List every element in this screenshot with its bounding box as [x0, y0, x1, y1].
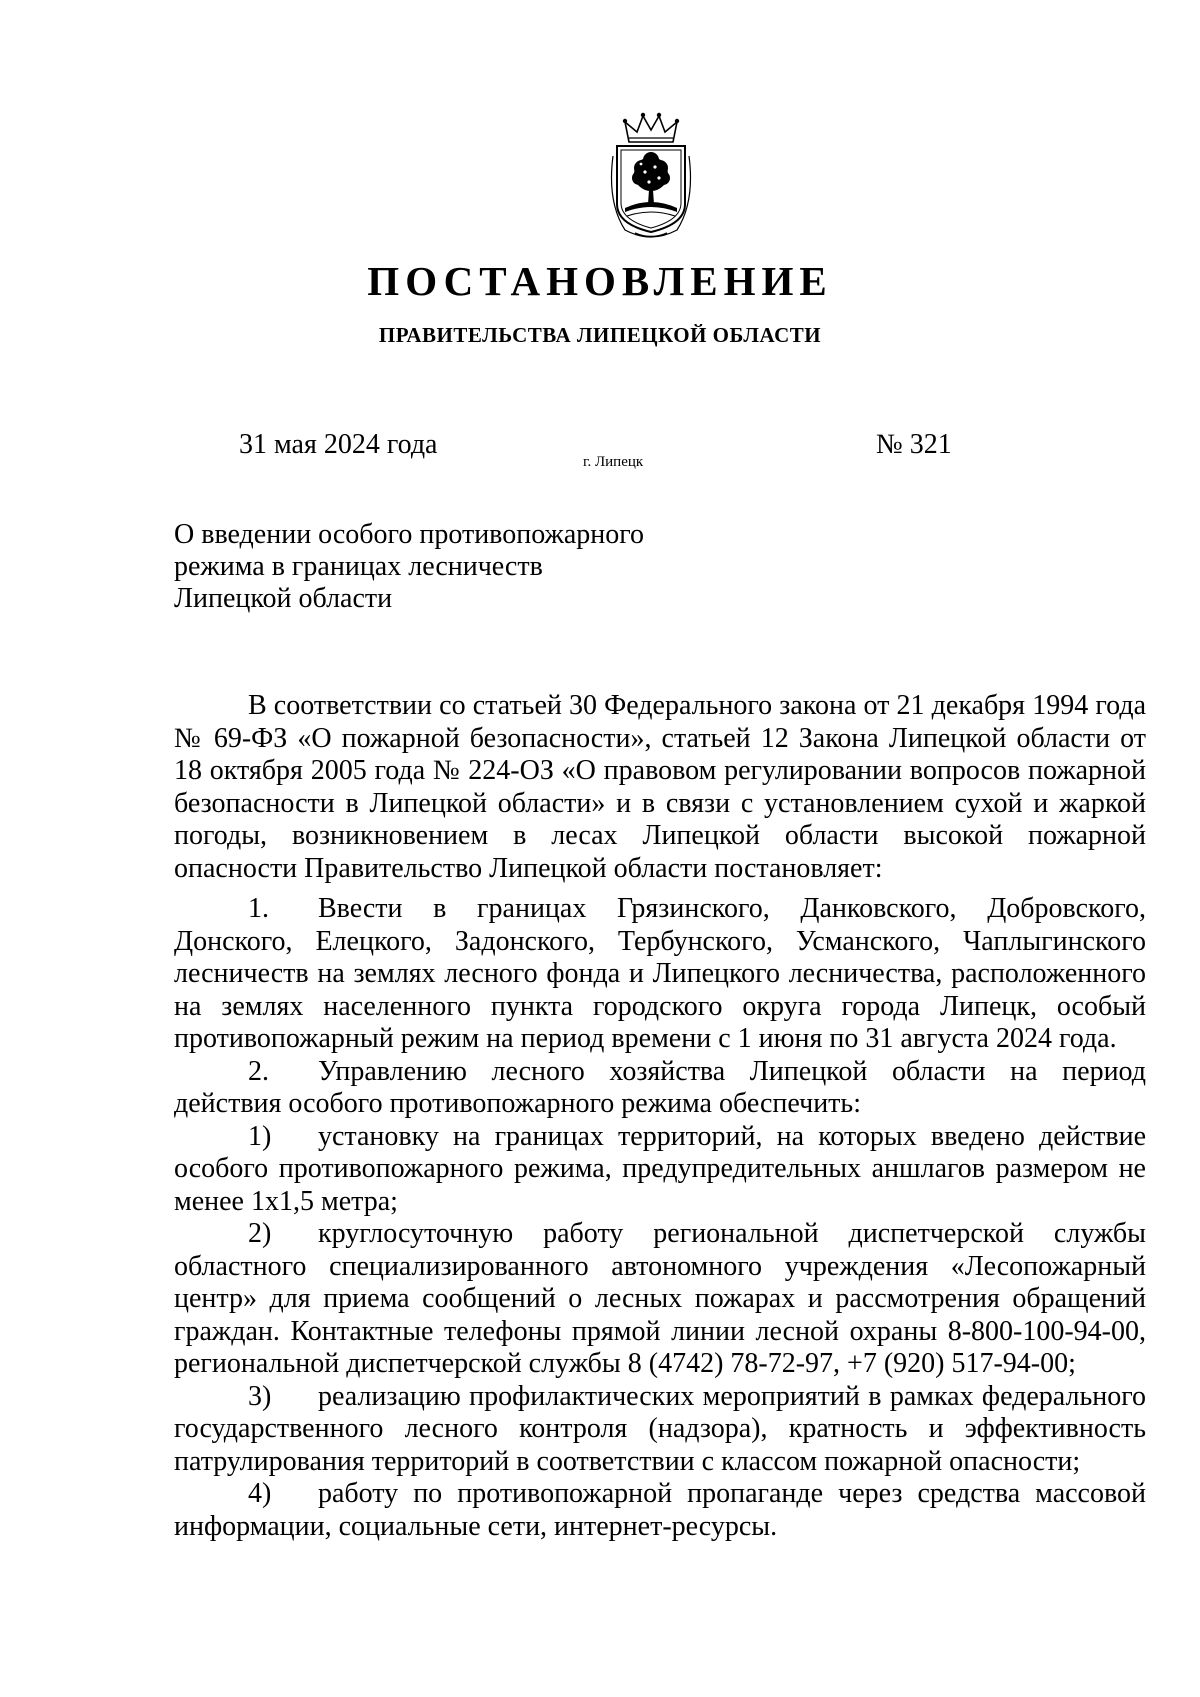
subject-line: режима в границах лесничеств	[174, 551, 543, 582]
clause-2	[174, 1056, 1146, 1121]
clause-number: 1.	[248, 893, 269, 924]
subclause-3	[174, 1381, 1146, 1479]
subclause-text: установку на границах территорий, на которых введено действие особого противопожарного режима, предупредительных аншлагов размером не менее 1х1,5 метра;	[174, 1120, 1146, 1217]
document-subject	[174, 519, 694, 615]
subclause-number: 1)	[248, 1120, 272, 1152]
document-type-title: ПОСТАНОВЛЕНИЕ	[367, 258, 833, 304]
subclause-number: 2)	[248, 1218, 272, 1249]
clause-1	[174, 893, 1146, 1056]
coat-of-arms-lipetsk-icon	[605, 112, 697, 240]
subclause-4	[174, 1478, 1146, 1543]
subject-line: Липецкой области	[174, 583, 393, 614]
clause-text: Управлению лесного хозяйства Липецкой области на период действия особого противопожарного режима обеспечить:	[174, 1055, 1146, 1119]
subclause-text: реализацию профилактических мероприятий в рамках федерального государственного лесного контроля (надзора), кратность и эффективность патрулирования территорий в соответствии с классом пожарной опасности;	[174, 1380, 1146, 1477]
subclause-1	[174, 1121, 1146, 1219]
issuing-authority: ПРАВИТЕЛЬСТВА ЛИПЕЦКОЙ ОБЛАСТИ	[378, 323, 822, 347]
document-date: 31 мая 2024 года	[239, 429, 438, 460]
clause-text: Ввести в границах Грязинского, Данковского, Добровского, Донского, Елецкого, Задонского, Тербунского, Усманского, Чаплыгинского лесничеств на землях лесного фонда и Липецкого лесничества, расположенного на землях населенного пункта городского округа города Липецк, особый противопожарный режим на период времени с 1 июня по 31 августа 2024 года.	[174, 893, 1146, 1054]
subclause-number: 4)	[248, 1478, 272, 1509]
document-place: г. Липецк	[583, 454, 644, 470]
subclause-text: работу по противопожарной пропаганде через средства массовой информации, социальные сети, интернет-ресурсы.	[174, 1478, 1146, 1542]
preamble-paragraph: В соответствии со статьей 30 Федерального закона от 21 декабря 1994 года № 69-ФЗ «О пожарной безопасности», статьей 12 Закона Липецкой области от 18 октября 2005 года № 224-ОЗ «О правовом регулировании вопросов пожарной безопасности в Липецкой области» и в связи с установлением сухой и жаркой погоды, возникновением в лесах Липецкой области высокой пожарной опасности Правительство Липецкой области постановляет:	[174, 690, 1146, 884]
subject-line: О введении особого противопожарного	[174, 519, 645, 550]
clause-number: 2.	[248, 1055, 269, 1087]
subclause-number: 3)	[248, 1380, 272, 1412]
subclause-text: круглосуточную работу региональной диспетчерской службы областного специализированного автономного учреждения «Лесопожарный центр» для приема сообщений о лесных пожарах и рассмотрения обращений граждан. Контактные телефоны прямой линии лесной охраны 8-800-100-94-00, региональной диспетчерской службы 8 (4742) 78-72-97, +7 (920) 517-94-00;	[174, 1218, 1146, 1379]
subclause-2	[174, 1218, 1146, 1381]
document-body	[174, 690, 1146, 1543]
document-number: № 321	[876, 429, 952, 460]
